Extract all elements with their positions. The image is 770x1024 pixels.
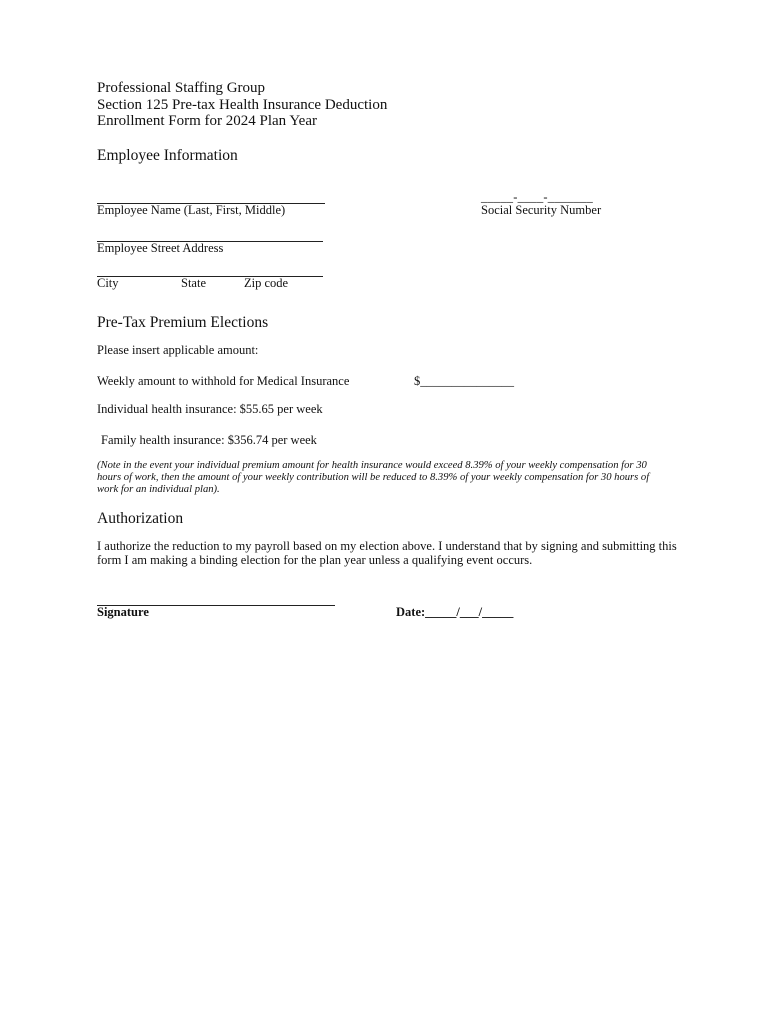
ssn-field[interactable]: _____-____-_______ <box>481 190 593 204</box>
signature-label: Signature <box>97 605 149 619</box>
city-label: City <box>97 276 119 290</box>
weekly-amount-label: Weekly amount to withhold for Medical Insurance <box>97 374 350 388</box>
form-title: Enrollment Form for 2024 Plan Year <box>97 113 317 129</box>
premium-note: (Note in the event your individual premium amount for health insurance would exceed 8.39% of your weekly compensation for 30 hours of work, then the amount of your weekly contribution will be reduced to 8.39% of your weekly compensation for 30 hours of work for an individual plan). <box>97 460 650 495</box>
elections-heading: Pre-Tax Premium Elections <box>97 314 269 331</box>
city-state-zip-field[interactable] <box>97 276 323 277</box>
state-label: State <box>181 276 206 290</box>
date-field[interactable]: Date:_____/___/_____ <box>396 605 514 619</box>
zip-code-label: Zip code <box>244 276 289 290</box>
elections-instruction: Please insert applicable amount: <box>97 343 259 357</box>
employee-info-heading: Employee Information <box>97 147 238 164</box>
family-premium-text: Family health insurance: $356.74 per week <box>101 433 317 447</box>
ssn-label: Social Security Number <box>481 203 602 217</box>
form-subtitle: Section 125 Pre-tax Health Insurance Deduction <box>97 97 388 113</box>
company-name: Professional Staffing Group <box>97 80 266 96</box>
street-address-label: Employee Street Address <box>97 241 224 255</box>
individual-premium-text: Individual health insurance: $55.65 per week <box>97 402 323 416</box>
authorization-heading: Authorization <box>97 510 184 527</box>
authorization-text: I authorize the reduction to my payroll based on my election above. I understand that by signing and submitting this form I am making a binding election for the plan year unless a qualifying event occurs. <box>97 539 677 567</box>
weekly-amount-field[interactable]: $_______________ <box>414 374 514 388</box>
employee-name-label: Employee Name (Last, First, Middle) <box>97 203 286 217</box>
